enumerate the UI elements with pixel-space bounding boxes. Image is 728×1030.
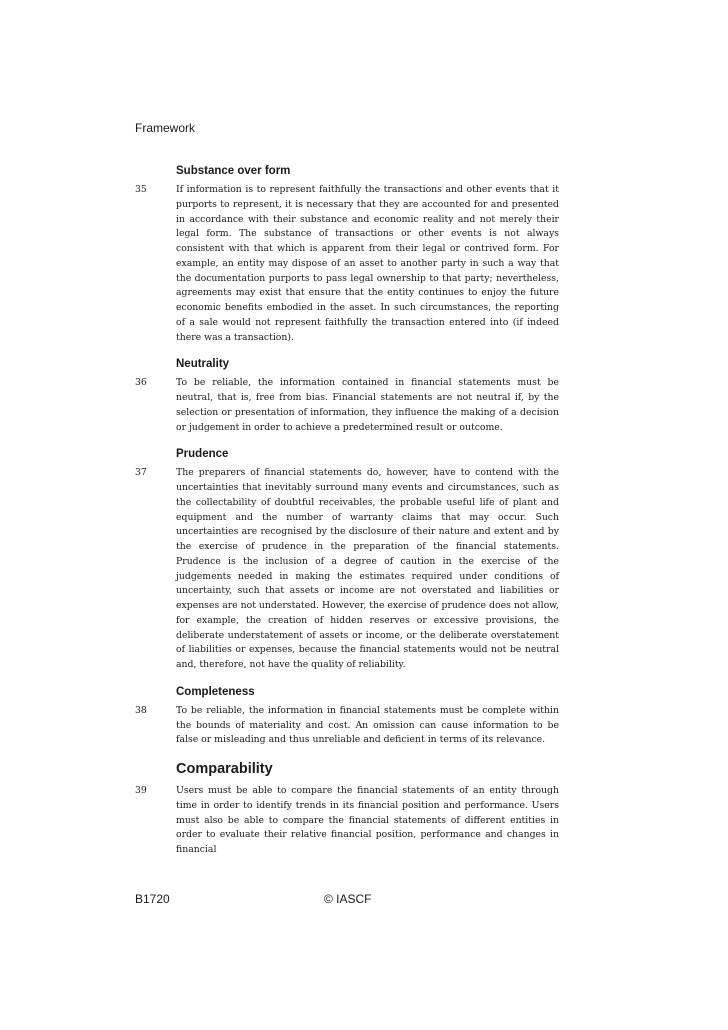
running-title: Framework bbox=[135, 121, 196, 135]
paragraph-number: 36 bbox=[135, 377, 147, 389]
paragraph-39 bbox=[135, 784, 559, 858]
paragraph-number: 39 bbox=[135, 785, 147, 796]
paragraph-36 bbox=[135, 376, 559, 435]
section-heading-completeness: Completeness bbox=[176, 685, 255, 698]
copyright-notice: © IASCF bbox=[324, 892, 372, 906]
paragraph-text: The preparers of financial statements do, however, have to contend with the uncertainties that inevitably surround many events and circumstances, such as the collectability of doubtful receivables, the probable useful life of plant and equipment and the number of warranty claims that may occur. Such uncertainties are recognised by the disclosure of their nature and extent and by the exercise of prudence in the preparation of the financial statements. Prudence is the inclusion of a degree of caution in the exercise of the judgements needed in making the estimates required under conditions of uncertainty, such that assets or income are not overstated and liabilities or expenses are not understated. However, the exercise of prudence does not allow, for example, the creation of hidden reserves or excessive provisions, the deliberate understatement of assets or income, or the deliberate overstatement of liabilities or expenses, because the financial statements would not be neutral and, therefore, not have the quality of reliability. bbox=[176, 467, 559, 670]
document-body bbox=[135, 165, 559, 871]
paragraph-text: To be reliable, the information in financial statements must be complete within the bounds of materiality and cost. An omission can cause information to be false or misleading and thus unreliable and deficient in terms of its relevance. bbox=[176, 704, 559, 746]
paragraph-37 bbox=[135, 466, 559, 673]
paragraph-text: Users must be able to compare the financial statements of an entity through time in order to identify trends in its financial position and performance. Users must also be able to compare the financial statements of different entities in order to evaluate their relative financial position, performance and changes in financial bbox=[176, 785, 559, 855]
paragraph-35 bbox=[135, 183, 559, 345]
section-heading-prudence: Prudence bbox=[176, 448, 229, 461]
paragraph-text: If information is to represent faithfully the transactions and other events that it purports to represent, it is necessary that they are accounted for and presented in accordance with their substance and economic reality and not merely their legal form. The substance of transactions or other events is not always consistent with that which is apparent from their legal or contrived form. For example, an entity may dispose of an asset to another party in such a way that the documentation purports to pass legal ownership to that party; nevertheless, agreements may exist that ensure that the entity continues to enjoy the future economic benefits embodied in the asset. In such circumstances, the reporting of a sale would not represent faithfully the transaction entered into (if indeed there was a transaction). bbox=[176, 184, 559, 343]
paragraph-text: To be reliable, the information contained in financial statements must be neutral, that is, free from bias. Financial statements are not neutral if, by the selection or presentation of information, they influence the making of a decision or judgement in order to achieve a predetermined result or outcome. bbox=[176, 377, 559, 433]
section-heading-comparability: Comparability bbox=[176, 761, 273, 777]
page-code: B1720 bbox=[135, 892, 170, 906]
paragraph-38 bbox=[135, 704, 559, 748]
paragraph-number: 37 bbox=[135, 467, 147, 479]
section-heading-substance-over-form: Substance over form bbox=[176, 165, 291, 177]
paragraph-number: 38 bbox=[135, 704, 147, 716]
paragraph-number: 35 bbox=[135, 184, 147, 195]
section-heading-neutrality: Neutrality bbox=[176, 358, 230, 371]
